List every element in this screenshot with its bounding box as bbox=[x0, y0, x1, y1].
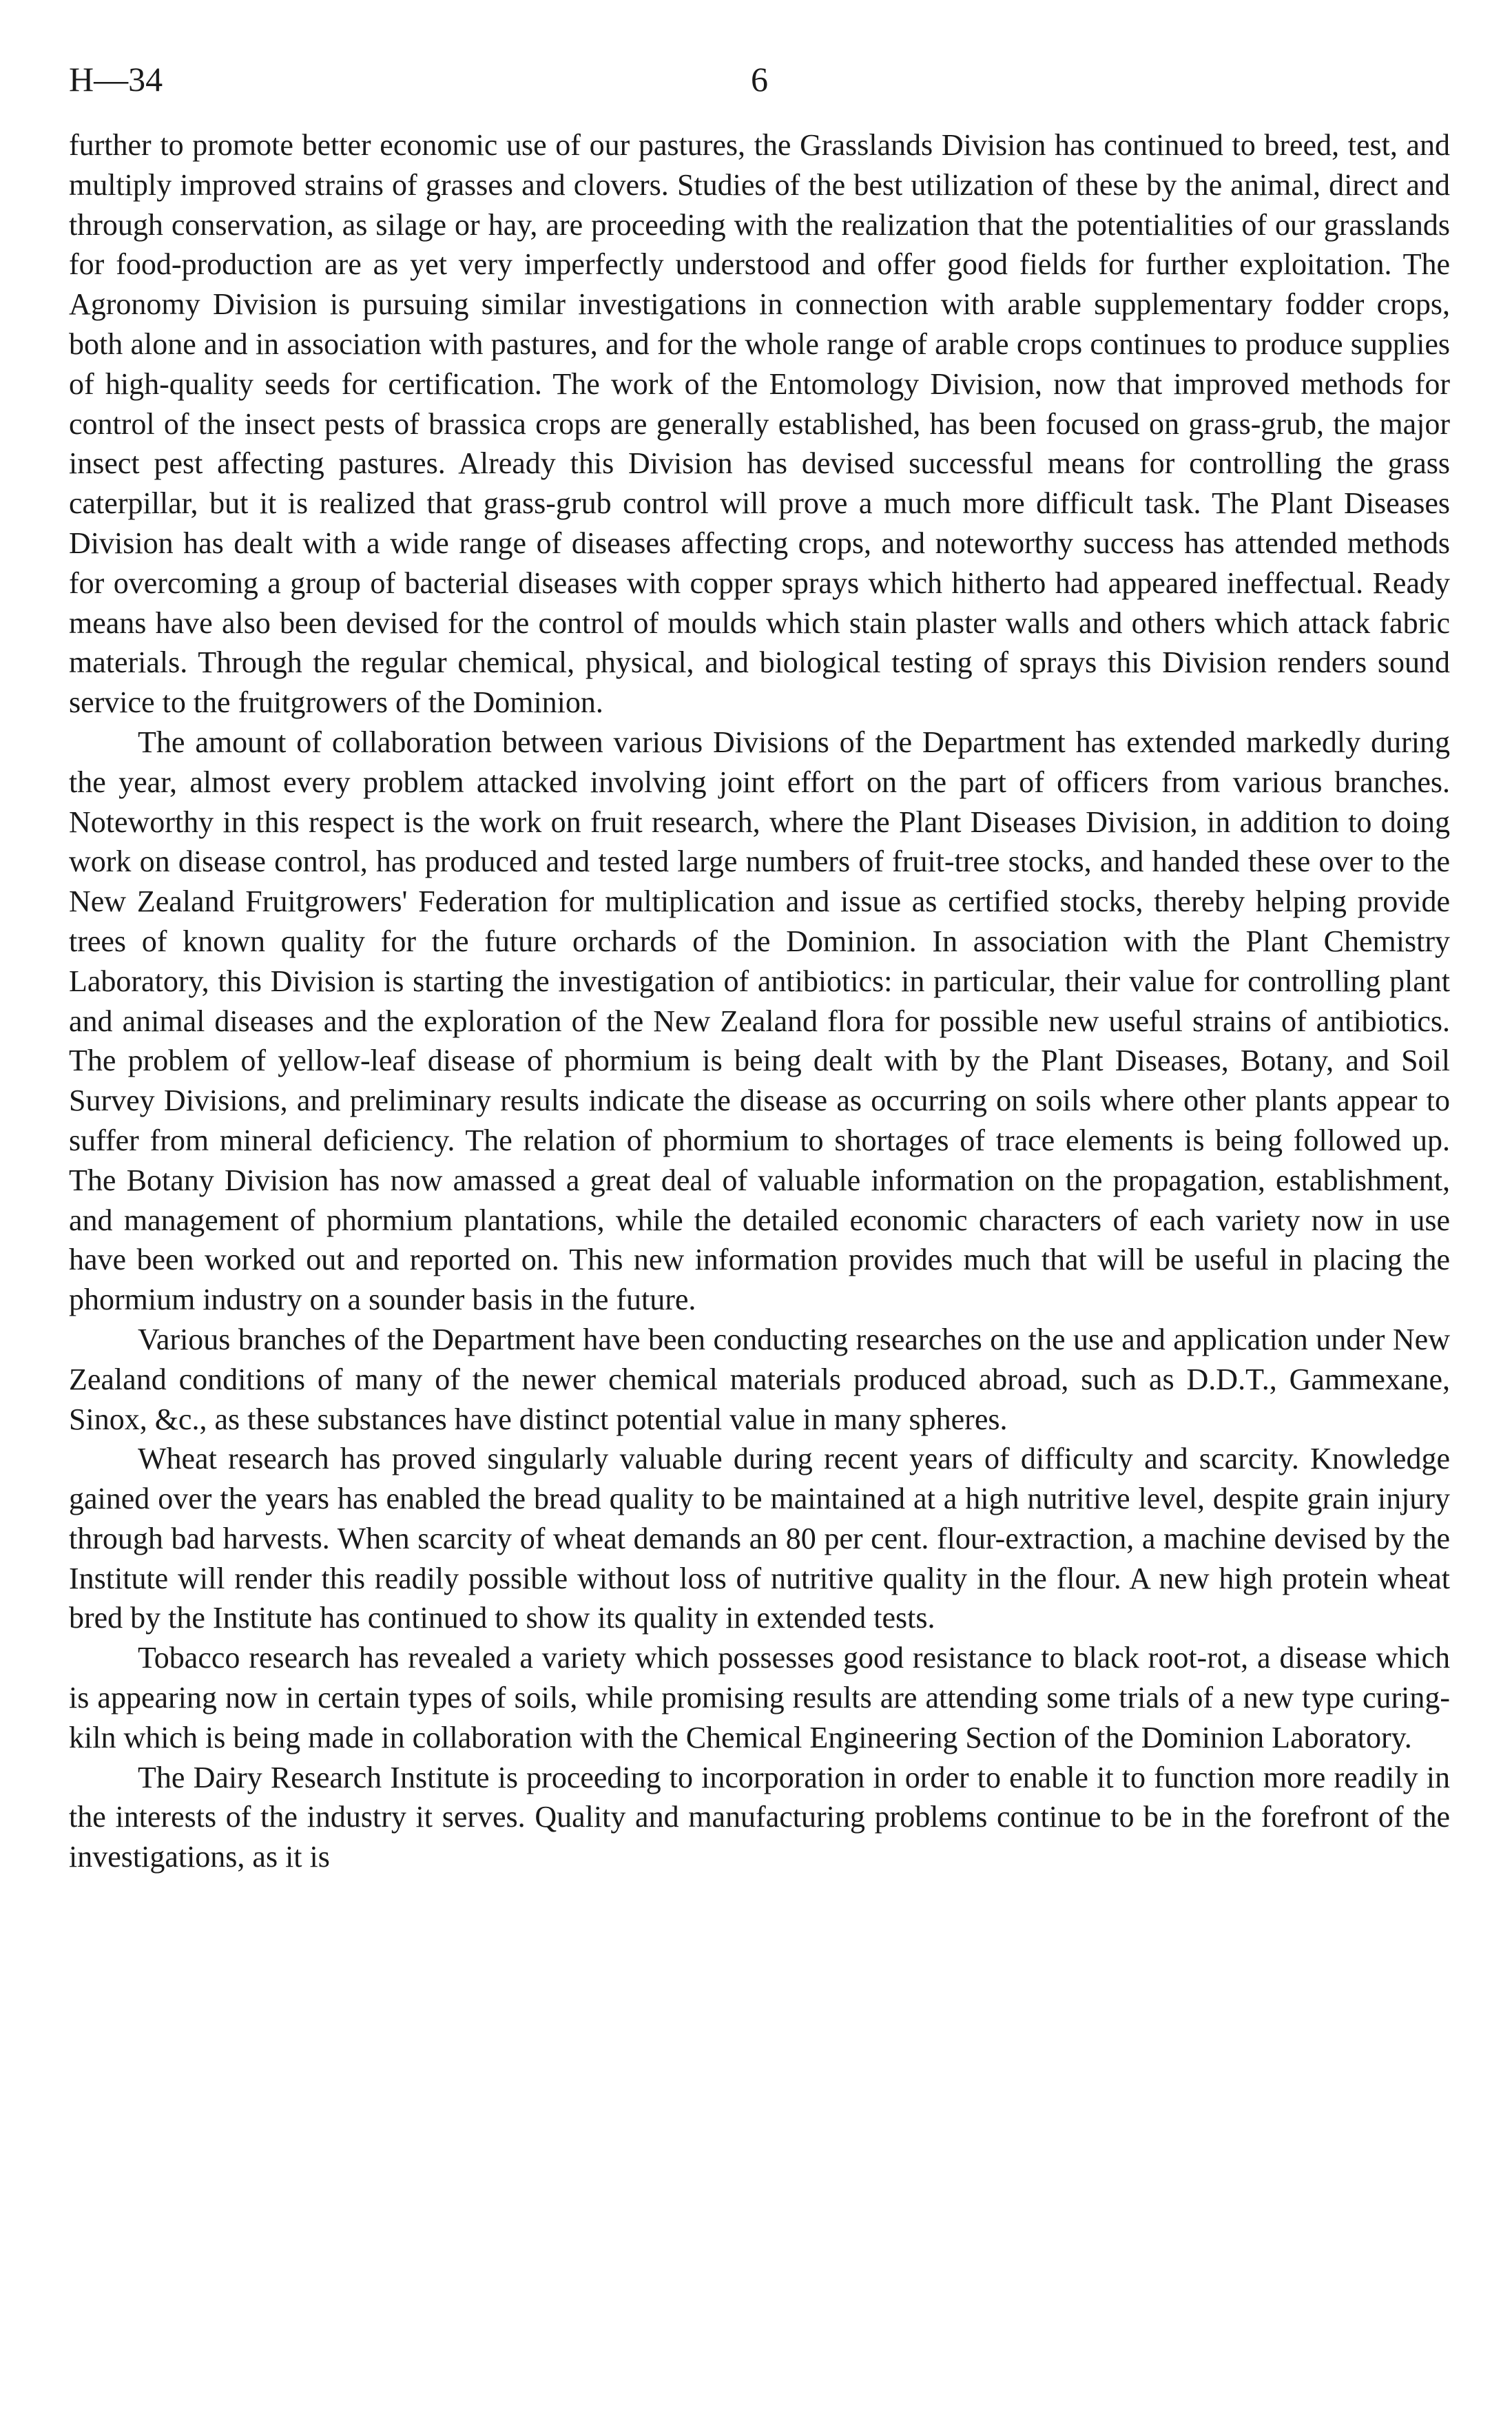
page-number: 6 bbox=[751, 60, 768, 99]
paragraph: The Dairy Research Institute is proceeding to incorporation in order to enable it to function more readily in the interests of the industry it serves. Quality and manufacturing problems continue to be in the forefront of the investigations, as it is bbox=[69, 1760, 1450, 1874]
paragraph: Wheat research has proved singularly valuable during recent years of difficulty and scarcity. Knowledge gained over the years has enabled the bread quality to be maintained at a high nutritive level, despite grain injury through bad harvests. When scarcity of wheat demands an 80 per cent. flour-extraction, a machine devised by the Institute will render this readily possible without loss of nutritive quality in the flour. A new high protein wheat bred by the Institute has continued to show its quality in extended tests. bbox=[69, 1442, 1450, 1635]
report-code: H—34 bbox=[69, 60, 163, 99]
page-header bbox=[69, 48, 1450, 110]
paragraph: The amount of collaboration between various Divisions of the Department has extended markedly during the year, almost every problem attacked involving joint effort on the part of officers from various branches. Noteworthy in this respect is the work on fruit research, where the Plant Diseases Division, in addition to doing work on disease control, has produced and tested large numbers of fruit-tree stocks, and handed these over to the New Zealand Fruitgrowers' Federation for multiplication and issue as certified stocks, thereby helping provide trees of known quality for the future orchards of the Dominion. In association with the Plant Chemistry Laboratory, this Division is starting the investigation of antibiotics: in particular, their value for controlling plant and animal diseases and the exploration of the New Zealand flora for possible new useful strains of antibiotics. The problem of yellow-leaf disease of phormium is being dealt with by the Plant Diseases, Botany, and Soil Survey Divisions, and preliminary results indicate the disease as occurring on soils where other plants appear to suffer from mineral deficiency. The relation of phormium to shortages of trace elements is being followed up. The Botany Division has now amassed a great deal of valuable information on the propagation, establishment, and management of phormium plantations, while the detailed economic characters of each variety now in use have been worked out and reported on. This new information provides much that will be useful in placing the phormium industry on a sounder basis in the future. bbox=[69, 725, 1450, 1317]
document-page bbox=[69, 48, 1450, 1877]
paragraph: Tobacco research has revealed a variety which possesses good resistance to black root-rot, a disease which is appearing now in certain types of soils, while promising results are attending some trials of a new type curing-kiln which is being made in collaboration with the Chemical Engineering Section of the Dominion Laboratory. bbox=[69, 1641, 1450, 1754]
paragraph: further to promote better economic use of our pastures, the Grasslands Division has continued to breed, test, and multiply improved strains of grasses and clovers. Studies of the best utilization of these by the animal, direct and through conservation, as silage or hay, are proceeding with the realization that the potentialities of our grasslands for food-production are as yet very imperfectly understood and offer good fields for further exploitation. The Agronomy Division is pursuing similar investigations in connection with arable supplementary fodder crops, both alone and in association with pastures, and for the whole range of arable crops continues to produce supplies of high-quality seeds for certification. The work of the Entomology Division, now that improved methods for control of the insect pests of brassica crops are generally established, has been focused on grass-grub, the major insect pest affecting pastures. Already this Division has devised successful means for controlling the grass caterpillar, but it is realized that grass-grub control will prove a much more difficult task. The Plant Diseases Division has dealt with a wide range of diseases affecting crops, and noteworthy success has attended methods for overcoming a group of bacterial diseases with copper sprays which hitherto had appeared ineffectual. Ready means have also been devised for the control of moulds which stain plaster walls and others which attack fabric materials. Through the regular chemical, physical, and biological testing of sprays this Division renders sound service to the fruitgrowers of the Dominion. bbox=[69, 128, 1450, 720]
paragraph: Various branches of the Department have been conducting researches on the use and application under New Zealand conditions of many of the newer chemical materials produced abroad, such as D.D.T., Gammexane, Sinox, &c., as these substances have distinct potential value in many spheres. bbox=[69, 1322, 1450, 1436]
body-text bbox=[69, 125, 1450, 1877]
